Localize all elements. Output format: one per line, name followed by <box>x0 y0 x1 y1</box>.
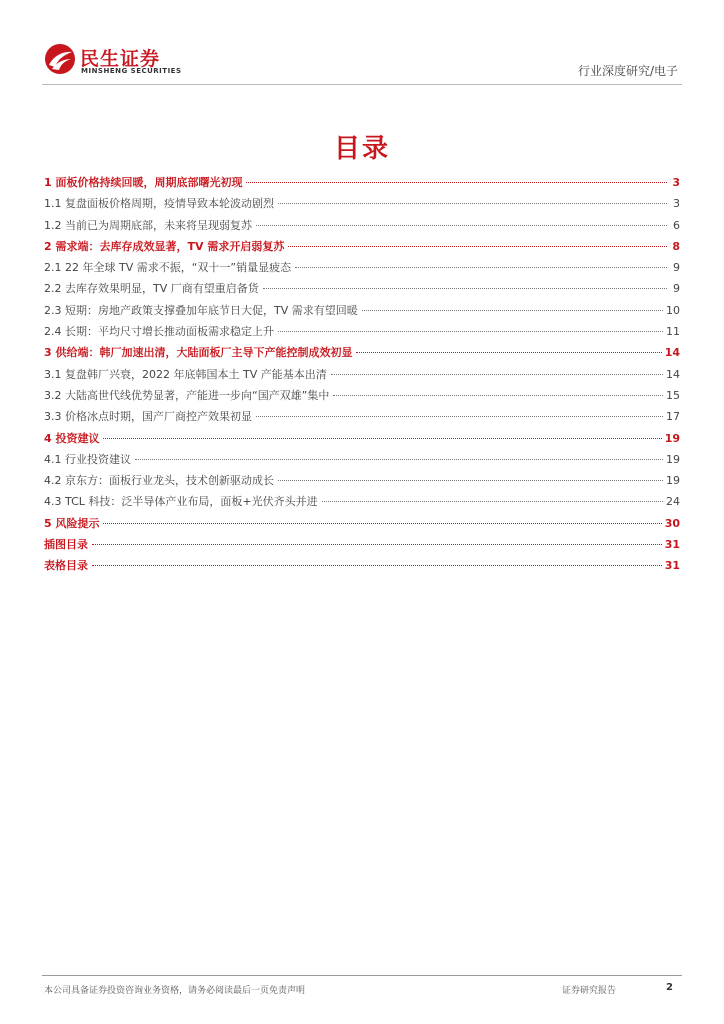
toc-entry-page: 31 <box>664 559 680 573</box>
toc-entry-page: 19 <box>666 474 680 488</box>
toc-leader-dots <box>246 182 667 183</box>
toc-entry[interactable] <box>44 302 680 323</box>
toc-leader-dots <box>362 310 663 311</box>
toc-entry[interactable] <box>44 408 680 429</box>
toc-leader-dots <box>92 565 662 566</box>
toc-entry-label: 1.1 复盘面板价格周期，疫情导致本轮波动剧烈 <box>44 197 274 211</box>
toc-leader-dots <box>331 374 663 375</box>
toc-entry-label: 2.3 短期：房地产政策支撑叠加年底节日大促，TV 需求有望回暖 <box>44 303 358 317</box>
toc-entry[interactable] <box>44 557 680 578</box>
logo-english-name: MINSHENG SECURITIES <box>81 67 182 75</box>
toc-leader-dots <box>295 267 667 268</box>
toc-entry-label: 3 供给端：韩厂加速出清，大陆面板厂主导下产能控制成效初显 <box>44 346 353 360</box>
toc-entry-label: 3.3 价格冰点时期，国产厂商控产效果初显 <box>44 410 252 424</box>
toc-entry-page: 3 <box>672 176 680 189</box>
toc-entry[interactable] <box>44 515 680 536</box>
toc-entry[interactable] <box>44 217 680 238</box>
toc-leader-dots <box>263 288 667 289</box>
page-header <box>0 0 724 90</box>
report-category: 行业深度研究/电子 <box>577 64 678 78</box>
page-title: 目录 <box>333 134 390 164</box>
toc-leader-dots <box>356 352 661 353</box>
toc-entry[interactable] <box>44 536 680 557</box>
toc-entry-page: 15 <box>666 388 680 402</box>
toc-leader-dots <box>288 246 667 247</box>
toc-entry[interactable] <box>44 493 680 514</box>
toc-entry[interactable] <box>44 472 680 493</box>
toc-entry-page: 31 <box>664 538 680 552</box>
toc-entry[interactable] <box>44 259 680 280</box>
toc-entry-label: 插图目录 <box>44 538 88 552</box>
toc-entry-label: 2.4 长期：平均尺寸增长推动面板需求稳定上升 <box>44 325 274 339</box>
header-divider <box>42 84 682 85</box>
toc-entry-label: 1.2 当前已为周期底部，未来将呈现弱复苏 <box>44 218 252 232</box>
toc-leader-dots <box>256 416 663 417</box>
toc-entry-label: 1 面板价格持续回暖，周期底部曙光初现 <box>44 176 243 189</box>
toc-entry-page: 19 <box>666 452 680 466</box>
toc-entry-page: 14 <box>666 367 680 381</box>
toc-entry-page: 30 <box>664 516 680 530</box>
toc-entry-label: 5 风险提示 <box>44 516 100 530</box>
toc-entry[interactable] <box>44 366 680 387</box>
toc-entry[interactable] <box>44 387 680 408</box>
toc-entry-label: 4.1 行业投资建议 <box>44 452 131 466</box>
toc-entry[interactable] <box>44 238 680 259</box>
toc-entry-label: 4 投资建议 <box>44 431 100 445</box>
footer-disclaimer: 本公司具备证券投资咨询业务资格，请务必阅读最后一页免责声明 <box>44 986 306 996</box>
logo-chinese-name: 民生证券 <box>80 48 161 70</box>
toc-entry-label: 3.2 大陆高世代线优势显著，产能进一步向“国产双雄”集中 <box>44 388 330 402</box>
toc-leader-dots <box>333 395 663 396</box>
toc-entry-page: 14 <box>664 346 680 360</box>
footer-report-type: 证券研究报告 <box>562 986 617 996</box>
page-number: 2 <box>666 982 673 993</box>
table-of-contents <box>44 174 680 579</box>
toc-entry-page: 24 <box>666 495 680 509</box>
toc-entry-label: 4.2 京东方：面板行业龙头，技术创新驱动成长 <box>44 474 274 488</box>
toc-leader-dots <box>322 501 663 502</box>
toc-entry[interactable] <box>44 451 680 472</box>
toc-entry[interactable] <box>44 323 680 344</box>
toc-entry[interactable] <box>44 344 680 365</box>
toc-entry-page: 17 <box>666 410 680 424</box>
toc-leader-dots <box>103 438 661 439</box>
minsheng-logo-icon <box>44 43 76 75</box>
toc-entry-page: 3 <box>673 197 680 211</box>
toc-entry-label: 2 需求端：去库存成效显著，TV 需求开启弱复苏 <box>44 239 285 253</box>
toc-entry[interactable] <box>44 430 680 451</box>
toc-leader-dots <box>92 544 662 545</box>
toc-entry-label: 2.1 22 年全球 TV 需求不振，“双十一”销量显疲态 <box>44 261 292 275</box>
toc-leader-dots <box>135 459 663 460</box>
toc-entry[interactable] <box>44 280 680 301</box>
toc-entry[interactable] <box>44 174 680 195</box>
toc-entry-label: 2.2 去库存效果明显，TV 厂商有望重启备货 <box>44 282 259 296</box>
footer-divider <box>42 975 682 976</box>
toc-entry-label: 表格目录 <box>44 559 88 573</box>
toc-entry-page: 9 <box>673 261 680 275</box>
toc-entry-page: 10 <box>666 303 680 317</box>
toc-entry-page: 11 <box>666 325 680 339</box>
toc-leader-dots <box>103 523 661 524</box>
toc-leader-dots <box>278 480 663 481</box>
toc-entry-page: 19 <box>664 431 680 445</box>
toc-leader-dots <box>278 331 663 332</box>
toc-entry-page: 6 <box>673 218 680 232</box>
toc-leader-dots <box>256 225 667 226</box>
toc-entry-page: 9 <box>673 282 680 296</box>
toc-entry-page: 8 <box>672 239 680 253</box>
toc-entry-label: 4.3 TCL 科技：泛半导体产业布局，面板+光伏齐头并进 <box>44 495 318 509</box>
toc-entry-label: 3.1 复盘韩厂兴衰，2022 年底韩国本土 TV 产能基本出清 <box>44 367 327 381</box>
toc-entry[interactable] <box>44 195 680 216</box>
toc-leader-dots <box>278 203 667 204</box>
